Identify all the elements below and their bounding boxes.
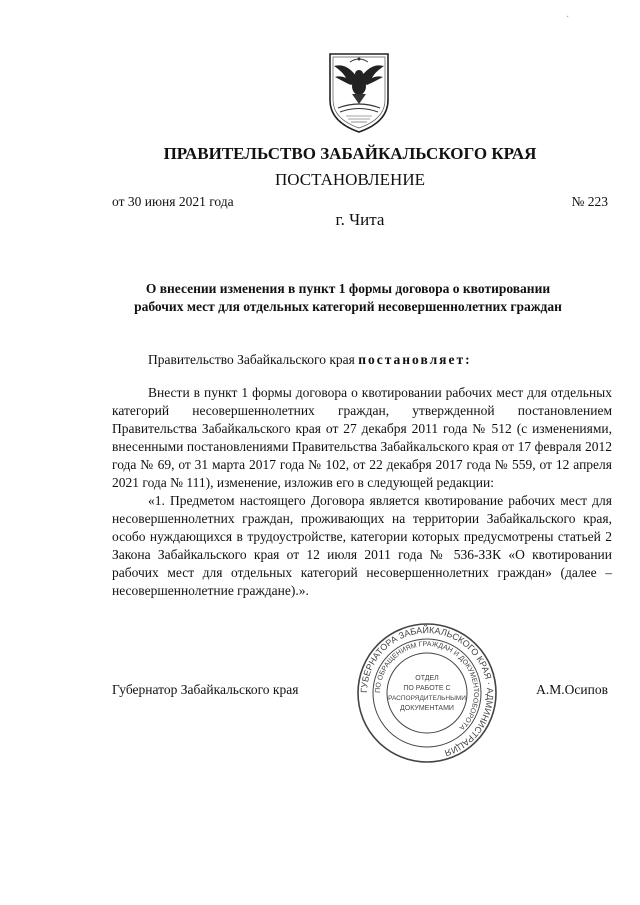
stamp-center-line-1: ОТДЕЛ: [415, 675, 439, 682]
decree-line: [148, 352, 472, 368]
heading-line-1: О внесении изменения в пункт 1 формы договора о квотировании: [145, 281, 551, 296]
top-mark: ·: [566, 12, 570, 23]
signer-role: Губернатор Забайкальского края: [112, 682, 299, 697]
stamp-outer-text: ГУБЕРНАТОРА ЗАБАЙКАЛЬСКОГО КРАЯ · АДМИНИСТРАЦИЯ: [358, 624, 496, 759]
document-body: [112, 384, 612, 600]
government-title: ПРАВИТЕЛЬСТВО ЗАБАЙКАЛЬСКОГО КРАЯ: [163, 144, 537, 163]
stamp-center-line-4: ДОКУМЕНТАМИ: [400, 705, 454, 712]
signer-name: А.М.Осипов: [536, 682, 608, 697]
stamp-center-line-3: РАСПОРЯДИТЕЛЬНЫМИ: [388, 695, 466, 702]
document-date: от 30 июня 2021 года: [112, 194, 234, 209]
body-paragraph-2: «1. Предметом настоящего Договора является квотирование рабочих мест для несовершеннолетних граждан, проживающих на территории Забайкальского края, особо нуждающихся в трудоустройстве, категории которых предусмотрены статьей 2 Закона Забайкальского края от 12 июля 2011 года № 536-ЗЗК «О квотировании рабочих мест для отдельных категорий несовершеннолетних граждан» (далее – несовершеннолетние граждане).».: [112, 493, 612, 598]
body-paragraph-1: Внести в пункт 1 формы договора о квотировании рабочих мест для отдельных категорий несовершеннолетних граждан, утвержденной постановлением Правительства Забайкальского края от 27 декабря 2011 года № 512 (с изменениями, внесенными постановлениями Правительства Забайкальского края от 17 февраля 2012 года № 69, от 31 марта 2017 года № 102, от 22 декабря 2017 года № 559, от 12 апреля 2021 года № 111), изменение, изложив его в следующей редакции:: [112, 385, 612, 490]
document-city: г. Чита: [335, 210, 385, 229]
heading-line-2: рабочих мест для отдельных категорий несовершеннолетних граждан: [134, 299, 562, 314]
decree-verb: постановляет:: [358, 352, 472, 367]
document-heading: [108, 280, 588, 316]
decree-intro: Правительство Забайкальского края: [148, 352, 359, 367]
document-type: ПОСТАНОВЛЕНИЕ: [274, 170, 425, 189]
official-stamp-icon: [356, 622, 498, 764]
coat-of-arms-icon: [326, 50, 392, 134]
stamp-center-line-2: ПО РАБОТЕ С: [403, 685, 451, 692]
stamp-inner-text: ПО ОБРАЩЕНИЯМ ГРАЖДАН И ДОКУМЕНТООБОРОТА: [374, 640, 480, 731]
document-number: № 223: [571, 194, 608, 209]
